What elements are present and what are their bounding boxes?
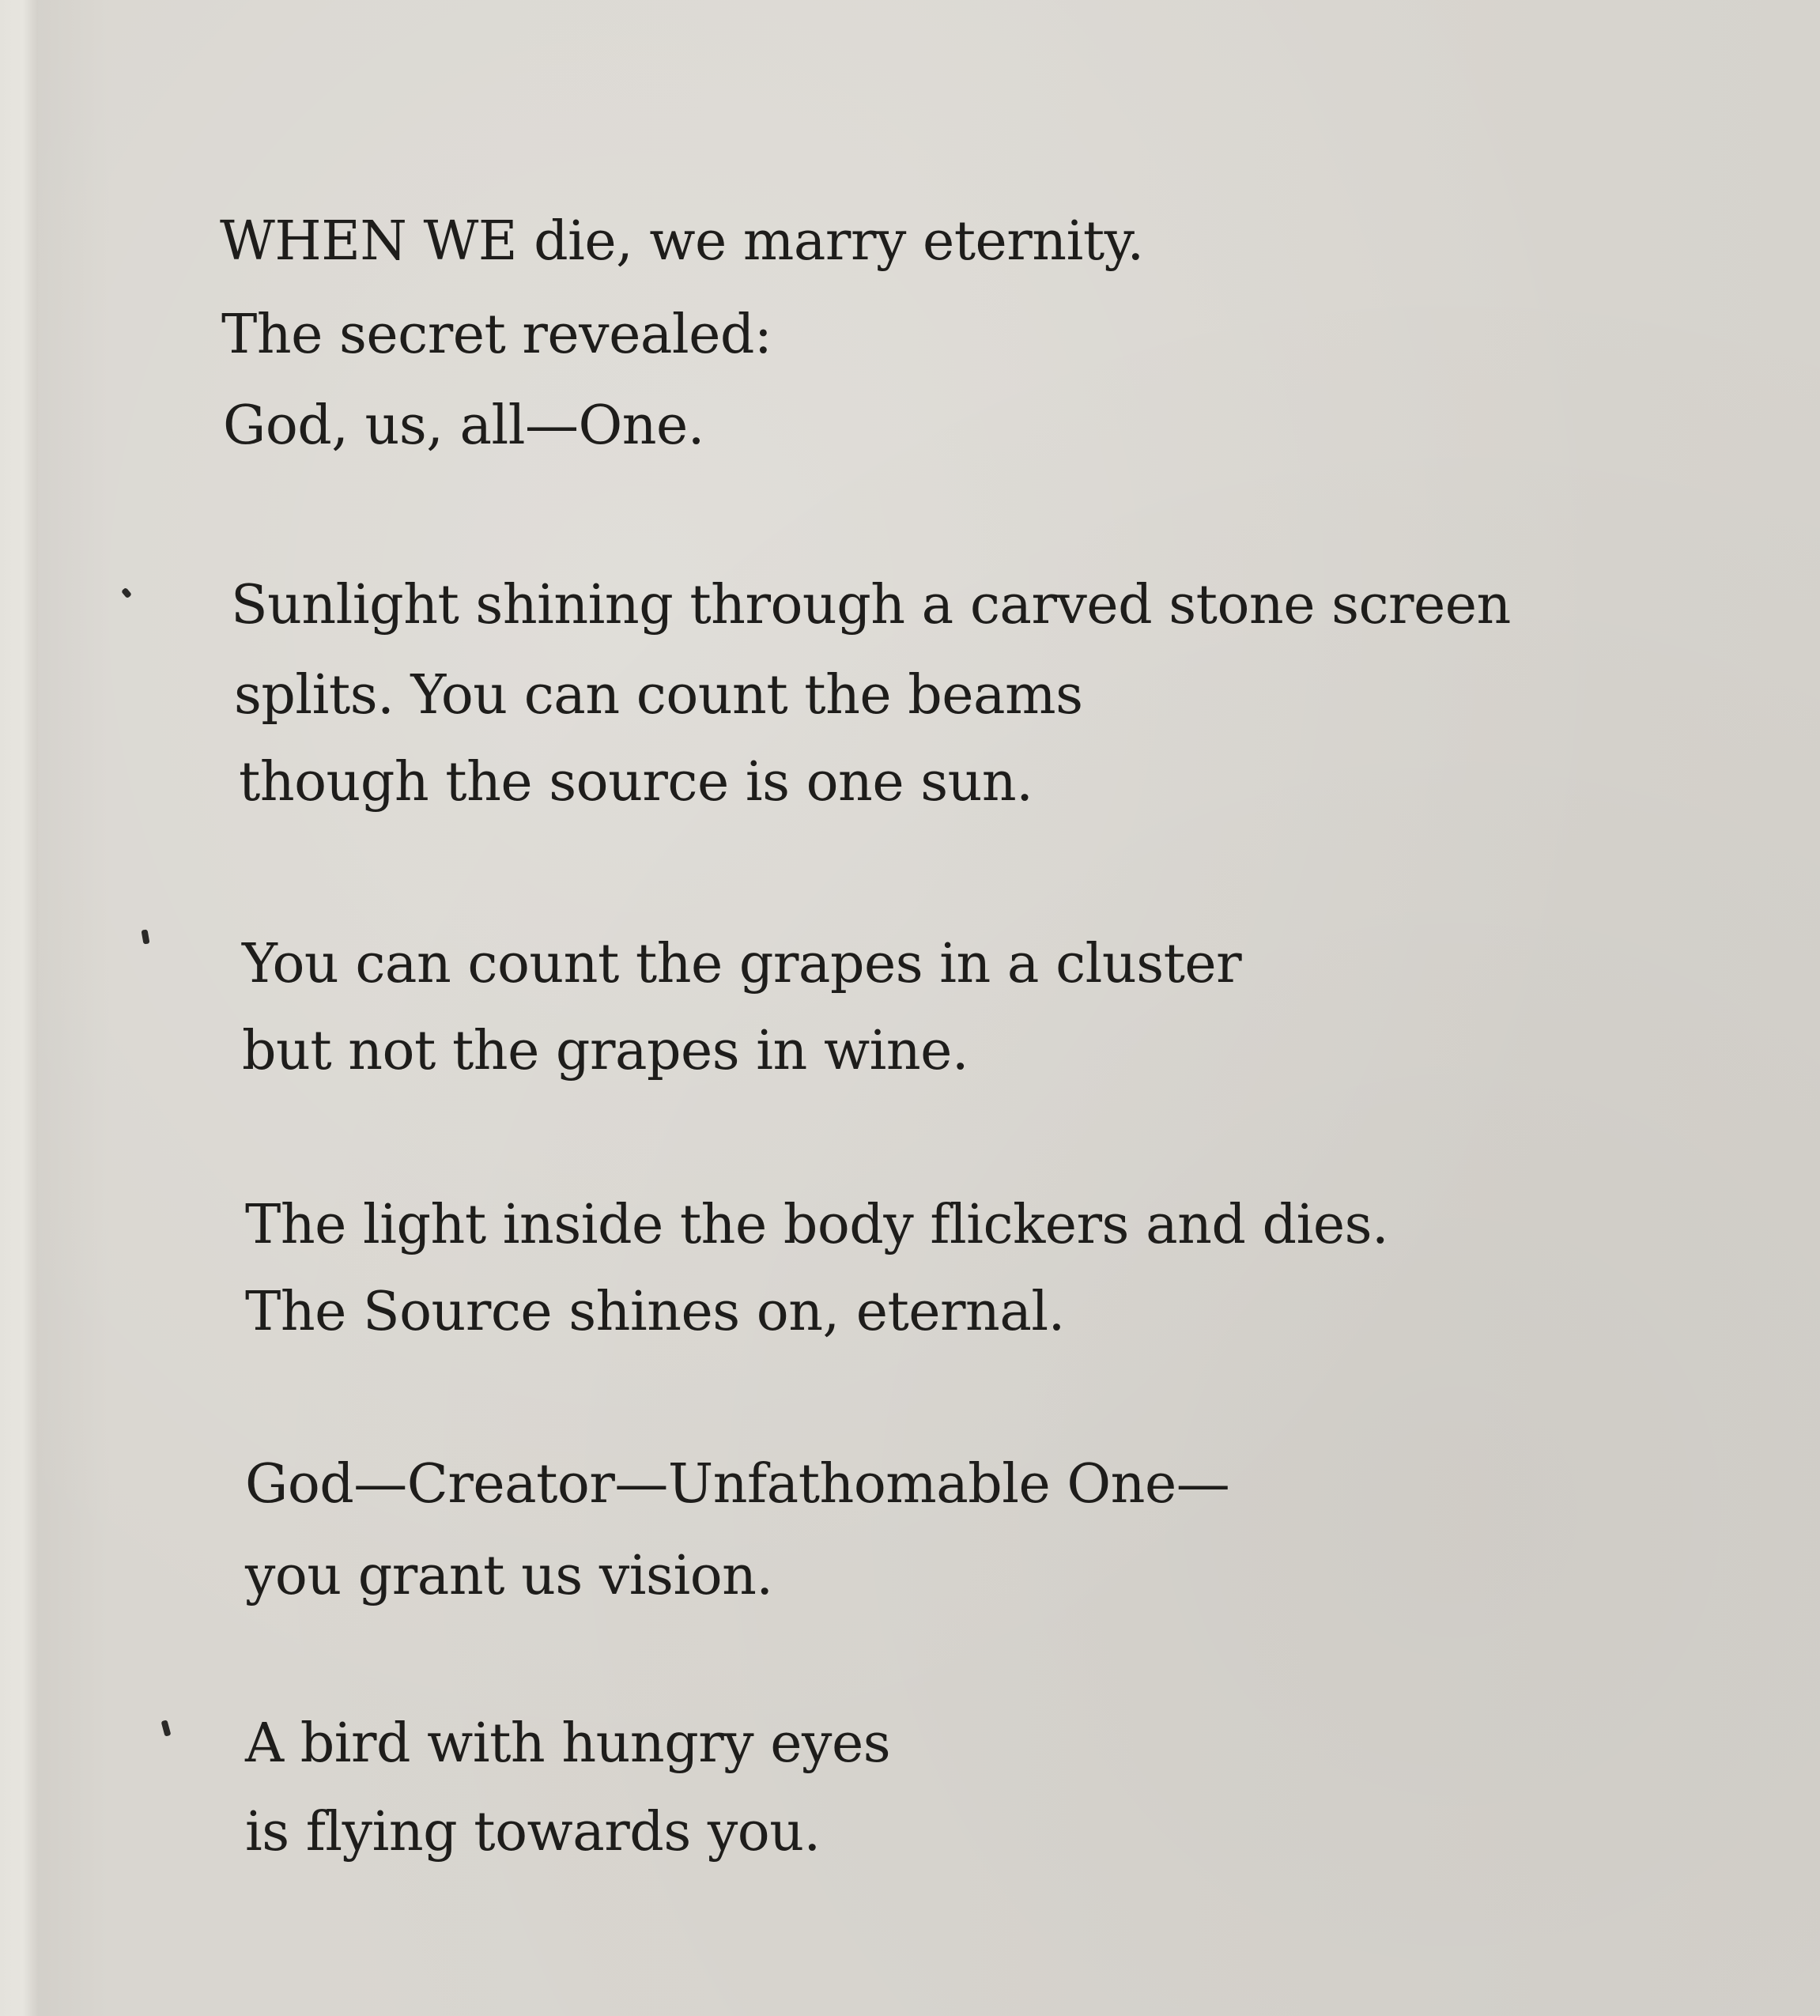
margin-mark bbox=[141, 929, 149, 944]
stanza-4-line-2: The Source shines on, eternal. bbox=[245, 1281, 1065, 1343]
stanza-2-line-3: though the source is one sun. bbox=[239, 751, 1033, 814]
stanza-3-line-2: but not the grapes in wine. bbox=[242, 1020, 969, 1082]
stanza-1-line-1 bbox=[220, 210, 1144, 273]
margin-mark bbox=[161, 1720, 172, 1736]
stanza-5-line-2: you grant us vision. bbox=[245, 1545, 773, 1607]
opening-line-rest: die, we marry eternity. bbox=[516, 210, 1144, 273]
stanza-5-line-1: God—Creator—Unfathomable One— bbox=[245, 1453, 1230, 1516]
stanza-2-line-2: splits. You can count the beams bbox=[234, 664, 1083, 727]
stanza-3-line-1: You can count the grapes in a cluster bbox=[242, 933, 1242, 995]
margin-mark bbox=[121, 587, 132, 598]
stanza-6-line-2: is flying towards you. bbox=[245, 1801, 821, 1863]
stanza-6-line-1: A bird with hungry eyes bbox=[245, 1712, 891, 1775]
stanza-1-line-2: The secret revealed: bbox=[221, 304, 772, 366]
stanza-1-line-3: God, us, all—One. bbox=[223, 395, 704, 457]
opening-small-caps: WHEN WE bbox=[220, 210, 517, 273]
stanza-4-line-1: The light inside the body flickers and dies. bbox=[245, 1194, 1389, 1256]
stanza-2-line-1: Sunlight shining through a carved stone screen bbox=[231, 574, 1511, 636]
